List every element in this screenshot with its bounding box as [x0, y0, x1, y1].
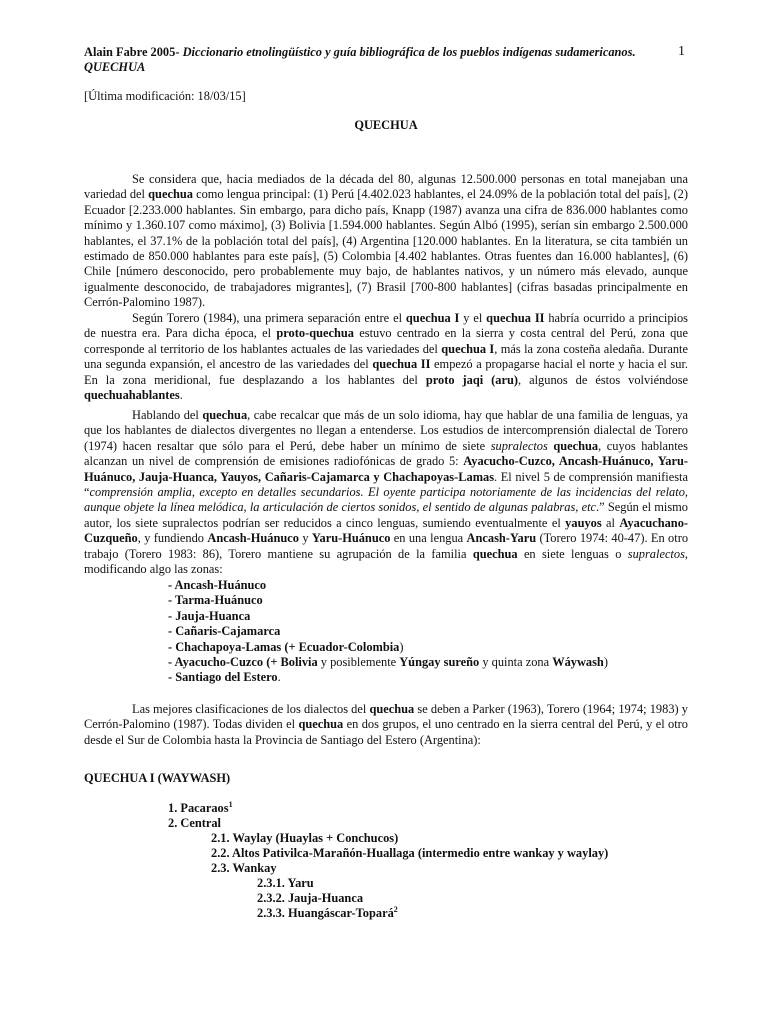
list-item: - Chachapoya-Lamas (+ Ecuador-Colombia) [168, 639, 404, 654]
tree-item-waylay: 2.1. Waylay (Huaylas + Conchucos) [211, 831, 399, 845]
list-item: - Santiago del Estero. [168, 670, 281, 685]
paragraph-torero-1984: Según Torero (1984), una primera separación entre el quechua I y el quechua II habría ocurrido a principios de nuestra era. Para dicha época, el proto-quechua estuvo centrado en la sierra y costa central del Perú, zona que corresponde al territorio de los hablantes actuales de las variedades del quechua I, más la zona costeña aledaña. Durante una segunda expansión, el ancestro de las variedades del quechua II empezó a propagarse hacial el norte y hacia el sur. En la zona meridional, fue desplazando a los hablantes del proto jaqi (aru), algunos de éstos volviéndose quechuahablantes. [84, 311, 689, 403]
list-item: - Jauja-Huanca [168, 608, 251, 623]
tree-item-altos-pativilca: 2.2. Altos Pativilca-Marañón-Huallaga (intermedio entre wankay y waylay) [211, 846, 609, 860]
supralect-zone-list [168, 578, 608, 686]
header-subject: QUECHUA [84, 60, 146, 75]
header-work-title: Diccionario etnolingüístico y guía bibliográfica de los pueblos indígenas sudamericanos. [182, 45, 636, 59]
paragraph-speaker-counts: Se considera que, hacia mediados de la década del 80, algunas 12.500.000 personas en total manejaban una variedad del quechua como lengua principal: (1) Perú [4.402.023 hablantes, el 24.09% de la población total del país], (2) Ecuador [2.233.000 hablantes. Sin embargo, para dicho país, Knapp (1987) avanza una cifra de 836.000 hablantes como mínimo y 1.360.107 como máximo], (3) Bolivia [1.594.000 hablantes. Según Albó (1995), serían sin embargo 2.500.000 hablantes, el 37.1% de la población total del país], (4) Argentina [120.000 hablantes. En la literatura, se cita también un estimado de 850.000 hablantes para este país], (5) Colombia [4.402 hablantes. Otras fuentes dan 16.000 hablantes], (6) Chile [número desconocido, pero probablemente muy bajo, de hablantes nativos, y un número más elevado, aunque igualmente desconocido, de trabajadores migrantes], (7) Brasil [700-800 hablantes] (cifras basadas principalmente en Cerrón-Palomino 1987). [84, 172, 688, 310]
list-item: - Ayacucho-Cuzco (+ Bolivia y posiblemente Yúngay sureño y quinta zona Wáywash) [168, 655, 608, 670]
tree-item-huangascar-topara: 2.3.3. Huangáscar-Topará$^2$ [257, 904, 398, 920]
document-title: QUECHUA [354, 118, 418, 132]
tree-item-yaru: 2.3.1. Yaru [257, 876, 314, 890]
last-modified-note: [Última modificación: 18/03/15] [84, 89, 246, 103]
tree-item-jauja-huanca: 2.3.2. Jauja-Huanca [257, 891, 364, 905]
footnote-ref[interactable]: 1 [228, 799, 233, 809]
paragraph-language-family: Hablando del quechua, cabe recalcar que más de un solo idioma, hay que hablar de una familia de lenguas, ya que los hablantes de dialectos divergentes no llegan a entenderse. Los estudios de intercomprensión dialectal de Torero (1974) hacen resaltar que sólo para el Perú, debe haber un mínimo de siete supralectos quechua, cuyos hablantes alcanzan un nivel de comprensión de emisiones radiofónicas de grado 5: Ayacucho-Cuzco, Ancash-Huánuco, Yaru-Huánuco, Jauja-Huanca, Yauyos, Cañaris-Cajamarca y Chachapoyas-Lamas. El nivel 5 de comprensión manifiesta “comprensión amplia, excepto en detalles secundarios. El oyente participa notoriamente de las incidencias del relato, aunque objete la línea melódica, la articulación de ciertos sonidos, el sentido de algunas palabras, etc.” Según el mismo autor, los siete supralectos podrían ser reducidos a cinco lenguas, sumiendo eventualmente el yauyos al Ayacuchano-Cuzqueño, y fundiendo Ancash-Huánuco y Yaru-Huánuco en una lengua Ancash-Yaru (Torero 1974: 40-47). En otro trabajo (Torero 1983: 86), Torero mantiene su agrupación de la familia quechua en siete lenguas o supralectos, modificando algo las zonas: [84, 408, 689, 577]
list-item: - Ancash-Huánuco [168, 578, 267, 592]
tree-item-pacaraos: 1. Pacaraos$^1$ [168, 799, 233, 815]
footnote-ref[interactable]: 2 [393, 904, 398, 914]
paragraph-classifications: Las mejores clasificaciones de los dialectos del quechua se deben a Parker (1963), Torero (1964; 1974; 1983) y Cerrón-Palomino (1987). Todas dividen el quechua en dos grupos, el uno centrado en la sierra central del Perú, y el otro desde el Sur de Colombia hasta la Provincia de Santiago del Estero (Argentina): [84, 702, 688, 747]
list-item: - Cañaris-Cajamarca [168, 624, 281, 639]
running-header [84, 45, 654, 76]
header-author-year: Alain Fabre 2005- [84, 45, 180, 59]
page-number: 1 [678, 44, 685, 59]
section-heading: QUECHUA I (WAYWASH) [84, 771, 231, 785]
tree-item-central: 2. Central [168, 816, 221, 830]
list-item: - Tarma-Huánuco [168, 593, 263, 608]
tree-item-wankay: 2.3. Wankay [211, 861, 277, 875]
